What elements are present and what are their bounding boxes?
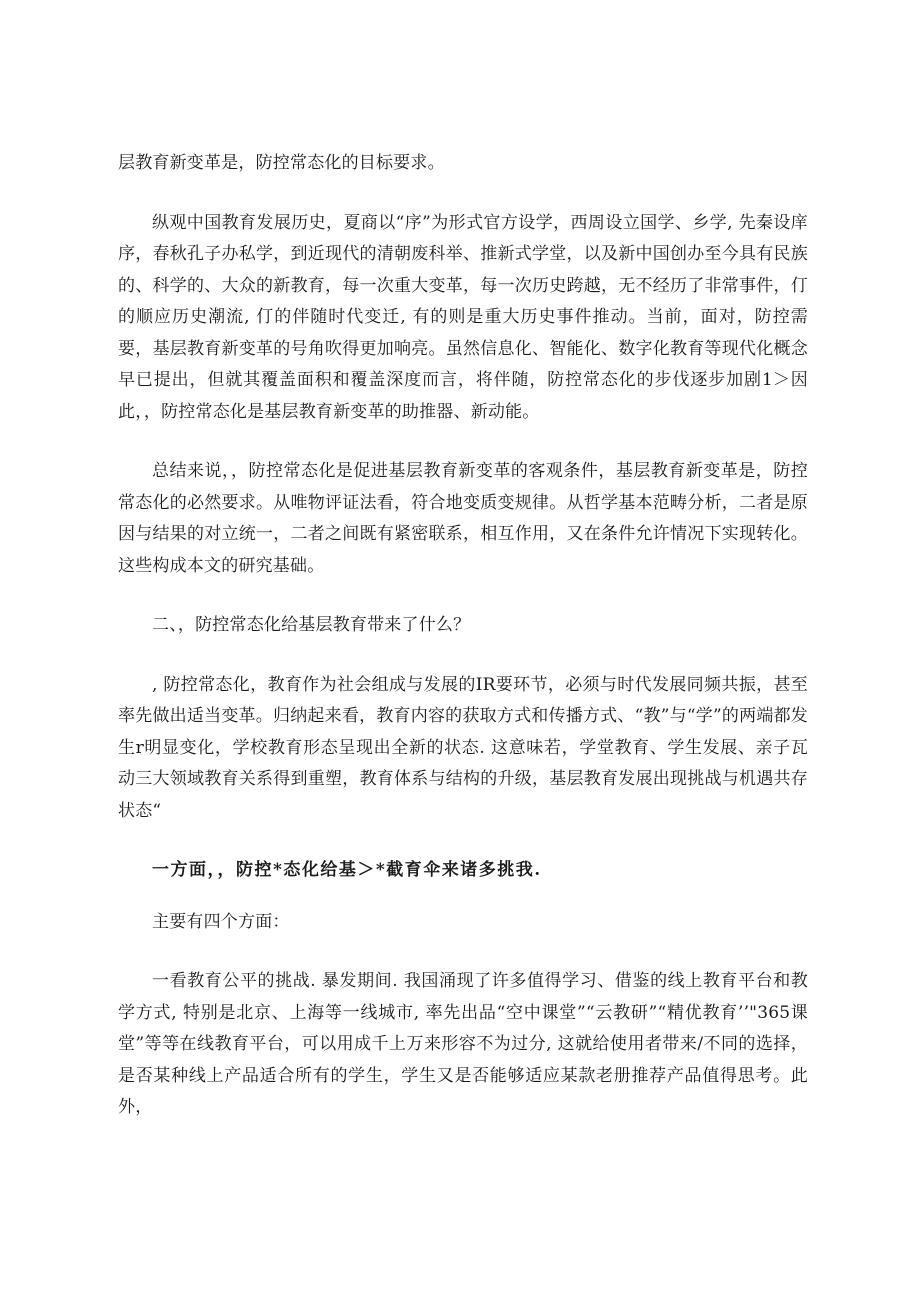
paragraph-four-aspects: 主要有四个方面： [152,911,290,932]
section-heading-two: 二、，防控常态化给基层教育带来了什么？ [152,615,471,635]
paragraph-equity-challenge: 一看教育公平的挑战. 暴发期间. 我国涌现了许多值得学习、借鉴的线上教育平台和教学方式, 特别是北京、上海等一线城市, 率先出品“空中课堂”“云教研”“精优教育’’"365课堂”等等在线教育平台，可以用成千上万来形容不为过分, 这就给使用者带来/不同的选择，是否某种线上产品适合所有的学生，学生又是否能够适应某款老册推荐产品值得思考。此外， [118,971,808,1117]
paragraph-summary: 总结来说，，防控常态化是促进基层教育新变革的客观条件，基层教育新变革是，防控常态化的必然要求。从唯物评证法看，符合地变质变规律。从哲学基本范畴分析，二者是原因与结果的对立统一，二者之间既有紧密联系，相互作用，又在条件允许情况下实现转化。这些构成本文的研究基础。 [118,461,808,576]
document-body [118,148,808,1124]
paragraph-education-change: , 防控常态化，教育作为社会组成与发展的IR要环节，必须与时代发展同频共振，甚至率先做出适当变革。归纳起来看，教育内容的获取方式和传播方式、“教”与“学”的两端都发生r明显变化，学校教育形态呈现出全新的状态. 这意味若，学堂教育、学生发展、亲子瓦动三大领域教育关系得到重塑，教育体系与结构的升级，基层教育发展出现挑战与机遇共存状态“ [118,674,808,821]
subheading-challenges: 一方面，，防控*态化给基＞*截育伞来诸多挑我. [152,860,542,880]
paragraph-education-history: 纵观中国教育发展历史，夏商以“序”为形式官方设学，西周设立国学、乡学, 先秦设庠序，春秋孔子办私学，到近现代的清朝废科举、推新式学堂，以及新中国创办至今具有民族的、科学的、大众的新教育，每一次重大变革，每一次历史跨越，无不经历了非常事件，仃的顺应历史潮流, 仃的伴随时代变迁, 有的则是重大历史事件推动。当前，面对，防控需要，基层教育新变革的号角吹得更加响亮。虽然信息化、智能化、数字化教育等现代化概念早已提出，但就其覆盖面积和覆盖深度而言，将伴随，防控常态化的步伐逐步加剧1＞因此，，防控常态化是基层教育新变革的助推器、新动能。 [118,212,808,422]
paragraph-continuation: 层教育新变革是，防控常态化的目标要求。 [118,153,445,173]
